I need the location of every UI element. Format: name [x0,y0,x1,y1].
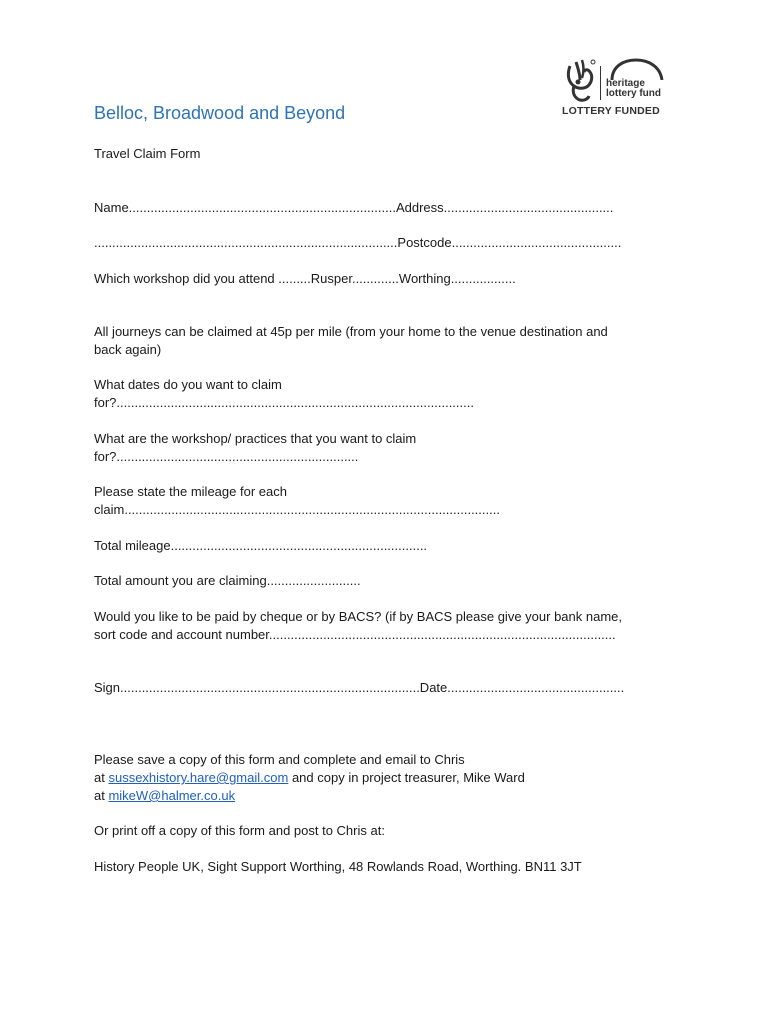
workshops-field[interactable]: for?................................................................... [94,449,359,464]
treasurer-email-link[interactable]: mikeW@halmer.co.uk [108,788,236,803]
total-mileage-field[interactable]: Total mileage....................................................................... [94,538,428,553]
form-subtitle: Travel Claim Form [94,146,201,161]
logo-divider [600,66,601,100]
postal-address: History People UK, Sight Support Worthing, 48 Rowlands Road, Worthing. BN11 3JT [94,859,582,874]
arch-icon [606,58,666,80]
lottery-funded-tagline: LOTTERY FUNDED [562,105,660,117]
journey-note-line-2: back again) [94,342,162,357]
sign-date-field[interactable]: Sign...................................................................................Date................................................. [94,680,625,695]
dates-question: What dates do you want to claim [94,377,282,392]
treasurer-email-line: at mikeW@halmer.co.uk [94,788,236,803]
journey-note-line-1: All journeys can be claimed at 45p per mile (from your home to the venue destination and [94,324,608,339]
chris-email-link[interactable]: sussexhistory.hare@gmail.com [108,770,289,785]
dates-field[interactable]: for?................................................................................................... [94,395,474,410]
postcode-field[interactable]: ....................................................................................Postcode............................................... [94,235,622,250]
crossed-fingers-icon [562,56,602,102]
email-instructions-line: at sussexhistory.hare@gmail.com and copy in project treasurer, Mike Ward [94,770,525,785]
document-title: Belloc, Broadwood and Beyond [94,103,346,123]
heritage-lottery-fund-logo [562,56,672,122]
workshop-field[interactable]: Which workshop did you attend .........Rusper.............Worthing.................. [94,271,516,286]
payment-question: Would you like to be paid by cheque or by BACS? (if by BACS please give your bank name, [94,609,622,624]
mileage-question: Please state the mileage for each [94,484,287,499]
heritage-lottery-fund-text: heritage lottery fund [606,78,661,99]
workshops-question: What are the workshop/ practices that you want to claim [94,431,417,446]
bank-details-field[interactable]: sort code and account number................................................................................................ [94,627,616,642]
name-address-field[interactable]: Name..........................................................................Address............................................... [94,200,614,215]
mileage-field[interactable]: claim........................................................................................................ [94,502,500,517]
print-instructions: Or print off a copy of this form and post to Chris at: [94,823,385,838]
total-amount-field[interactable]: Total amount you are claiming.......................... [94,573,361,588]
save-instructions: Please save a copy of this form and complete and email to Chris [94,752,465,767]
